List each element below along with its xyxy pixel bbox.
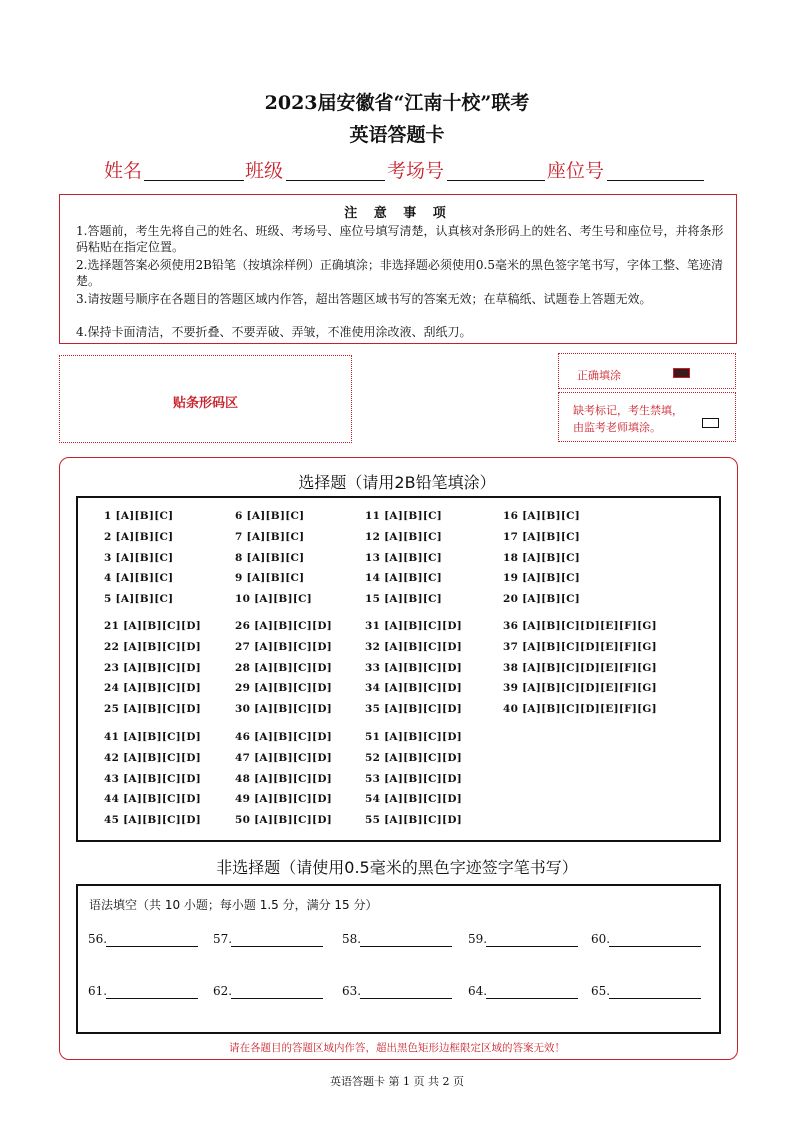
mcq-question-20[interactable]: 20 [A][B][C] xyxy=(503,593,581,606)
mcq-question-4[interactable]: 4 [A][B][C] xyxy=(104,572,174,585)
mcq-question-21[interactable]: 21 [A][B][C][D] xyxy=(104,620,201,632)
mcq-question-49[interactable]: 49 [A][B][C][D] xyxy=(235,793,332,806)
mcq-question-33[interactable]: 33 [A][B][C][D] xyxy=(365,661,462,674)
blank-label-58: 58. xyxy=(342,932,362,946)
mcq-question-27[interactable]: 27 [A][B][C][D] xyxy=(235,640,332,653)
mcq-question-24[interactable]: 24 [A][B][C][D] xyxy=(104,682,201,695)
seat-label: 座位号 xyxy=(547,160,605,182)
mcq-question-1[interactable]: 1 [A][B][C] xyxy=(104,510,174,522)
barcode-label: 贴条形码区 xyxy=(172,396,238,411)
notice-item-4: 4.保持卡面清洁，不要折叠、不要弄破、弄皱，不准使用涂改液、刮纸刀。 xyxy=(76,325,472,339)
blank-label-56: 56. xyxy=(88,932,108,946)
mcq-question-13[interactable]: 13 [A][B][C] xyxy=(365,551,443,564)
seat-field[interactable] xyxy=(607,180,704,181)
class-field[interactable] xyxy=(286,180,385,181)
mcq-question-8[interactable]: 8 [A][B][C] xyxy=(235,551,305,564)
mcq-question-42[interactable]: 42 [A][B][C][D] xyxy=(104,751,201,764)
correct-fill-label: 正确填涂 xyxy=(577,369,621,382)
mcq-question-37[interactable]: 37 [A][B][C][D][E][F][G] xyxy=(503,640,657,653)
mcq-question-53[interactable]: 53 [A][B][C][D] xyxy=(365,772,462,785)
blank-answer-59[interactable] xyxy=(486,946,578,947)
blank-label-61: 61. xyxy=(88,984,108,998)
mcq-question-30[interactable]: 30 [A][B][C][D] xyxy=(235,703,332,716)
absent-checkbox[interactable] xyxy=(702,418,719,428)
name-label: 姓名 xyxy=(104,160,143,182)
mcq-question-5[interactable]: 5 [A][B][C] xyxy=(104,593,174,606)
blank-label-62: 62. xyxy=(213,984,233,998)
mcq-question-47[interactable]: 47 [A][B][C][D] xyxy=(235,751,332,764)
mcq-question-43[interactable]: 43 [A][B][C][D] xyxy=(104,772,201,785)
mcq-question-19[interactable]: 19 [A][B][C] xyxy=(503,572,581,585)
mcq-question-9[interactable]: 9 [A][B][C] xyxy=(235,572,305,585)
mcq-question-51[interactable]: 51 [A][B][C][D] xyxy=(365,731,462,743)
absent-mark-line1: 缺考标记，考生禁填， xyxy=(573,404,683,417)
mcq-question-16[interactable]: 16 [A][B][C] xyxy=(503,510,581,522)
blank-label-63: 63. xyxy=(342,984,362,998)
mcq-area xyxy=(76,496,721,842)
room-label: 考场号 xyxy=(387,160,445,182)
mcq-question-6[interactable]: 6 [A][B][C] xyxy=(235,510,305,522)
mcq-question-46[interactable]: 46 [A][B][C][D] xyxy=(235,731,332,743)
mcq-question-17[interactable]: 17 [A][B][C] xyxy=(503,530,581,543)
mcq-question-41[interactable]: 41 [A][B][C][D] xyxy=(104,731,201,743)
mcq-question-22[interactable]: 22 [A][B][C][D] xyxy=(104,640,201,653)
grammar-fill-area xyxy=(76,884,721,1034)
boundary-warning: 请在各题目的答题区域内作答，超出黑色矩形边框限定区域的答案无效！ xyxy=(229,1042,565,1054)
filled-mark-sample xyxy=(673,368,690,378)
mcq-question-25[interactable]: 25 [A][B][C][D] xyxy=(104,703,201,716)
barcode-area xyxy=(59,355,352,443)
mcq-question-52[interactable]: 52 [A][B][C][D] xyxy=(365,751,462,764)
blank-label-57: 57. xyxy=(213,932,233,946)
mcq-question-55[interactable]: 55 [A][B][C][D] xyxy=(365,814,462,827)
blank-label-59: 59. xyxy=(468,932,488,946)
page-footer: 英语答题卡 第 1 页 共 2 页 xyxy=(330,1075,464,1088)
mcq-title: 选择题（请用2B铅笔填涂） xyxy=(298,473,496,492)
mcq-question-48[interactable]: 48 [A][B][C][D] xyxy=(235,772,332,785)
mcq-question-32[interactable]: 32 [A][B][C][D] xyxy=(365,640,462,653)
mcq-question-26[interactable]: 26 [A][B][C][D] xyxy=(235,620,332,632)
mcq-question-31[interactable]: 31 [A][B][C][D] xyxy=(365,620,462,632)
mcq-question-7[interactable]: 7 [A][B][C] xyxy=(235,530,305,543)
class-label: 班级 xyxy=(245,160,284,182)
blank-answer-65[interactable] xyxy=(609,998,701,999)
blank-answer-60[interactable] xyxy=(609,946,701,947)
grammar-fill-heading: 语法填空（共 10 小题；每小题 1.5 分，满分 15 分） xyxy=(89,898,378,912)
absent-mark-line2: 由监考老师填涂。 xyxy=(573,421,661,434)
notice-item-3: 3.请按题号顺序在各题目的答题区域内作答，超出答题区域书写的答案无效；在草稿纸、试题卷上答题无效。 xyxy=(76,292,652,306)
sheet-subtitle: 英语答题卡 xyxy=(349,124,445,146)
blank-label-64: 64. xyxy=(468,984,488,998)
mcq-question-36[interactable]: 36 [A][B][C][D][E][F][G] xyxy=(503,620,657,632)
student-info-row xyxy=(104,156,724,186)
blank-label-60: 60. xyxy=(591,932,611,946)
mcq-question-11[interactable]: 11 [A][B][C] xyxy=(365,510,443,522)
blank-answer-56[interactable] xyxy=(106,946,198,947)
mcq-question-34[interactable]: 34 [A][B][C][D] xyxy=(365,682,462,695)
mcq-question-15[interactable]: 15 [A][B][C] xyxy=(365,593,443,606)
mcq-question-12[interactable]: 12 [A][B][C] xyxy=(365,530,443,543)
blank-answer-62[interactable] xyxy=(231,998,323,999)
mcq-question-40[interactable]: 40 [A][B][C][D][E][F][G] xyxy=(503,703,657,716)
mcq-question-3[interactable]: 3 [A][B][C] xyxy=(104,551,174,564)
room-field[interactable] xyxy=(447,180,545,181)
mcq-question-2[interactable]: 2 [A][B][C] xyxy=(104,530,174,543)
mcq-question-54[interactable]: 54 [A][B][C][D] xyxy=(365,793,462,806)
blank-answer-64[interactable] xyxy=(486,998,578,999)
notice-heading: 注 意 事 项 xyxy=(344,206,452,221)
notice-item-1: 1.答题前，考生先将自己的姓名、班级、考场号、座位号填写清楚，认真核对条形码上的姓名、考生号和座位号，并将条形码粘贴在指定位置。 xyxy=(76,224,724,254)
mcq-question-10[interactable]: 10 [A][B][C] xyxy=(235,593,313,606)
mcq-question-45[interactable]: 45 [A][B][C][D] xyxy=(104,814,201,827)
absent-mark-box xyxy=(558,392,736,442)
blank-answer-61[interactable] xyxy=(106,998,198,999)
notice-item-2: 2.选择题答案必须使用2B铅笔（按填涂样例）正确填涂；非选择题必须使用0.5毫米的黑色签字笔书写，字体工整、笔迹清楚。 xyxy=(76,258,723,288)
mcq-question-50[interactable]: 50 [A][B][C][D] xyxy=(235,814,332,827)
mcq-question-44[interactable]: 44 [A][B][C][D] xyxy=(104,793,201,806)
mcq-question-38[interactable]: 38 [A][B][C][D][E][F][G] xyxy=(503,661,657,674)
name-field[interactable] xyxy=(144,180,244,181)
exam-title: 2023届安徽省“江南十校”联考 xyxy=(264,92,530,114)
non-mcq-title: 非选择题（请使用0.5毫米的黑色字迹签字笔书写） xyxy=(216,858,578,877)
mcq-question-18[interactable]: 18 [A][B][C] xyxy=(503,551,581,564)
correct-fill-sample xyxy=(558,353,736,389)
blank-answer-58[interactable] xyxy=(360,946,452,947)
mcq-question-29[interactable]: 29 [A][B][C][D] xyxy=(235,682,332,695)
mcq-question-39[interactable]: 39 [A][B][C][D][E][F][G] xyxy=(503,682,657,695)
mcq-question-28[interactable]: 28 [A][B][C][D] xyxy=(235,661,332,674)
mcq-question-35[interactable]: 35 [A][B][C][D] xyxy=(365,703,462,716)
blank-label-65: 65. xyxy=(591,984,611,998)
mcq-question-23[interactable]: 23 [A][B][C][D] xyxy=(104,661,201,674)
mcq-question-14[interactable]: 14 [A][B][C] xyxy=(365,572,443,585)
notice-box xyxy=(59,194,737,344)
blank-answer-57[interactable] xyxy=(231,946,323,947)
blank-answer-63[interactable] xyxy=(360,998,452,999)
